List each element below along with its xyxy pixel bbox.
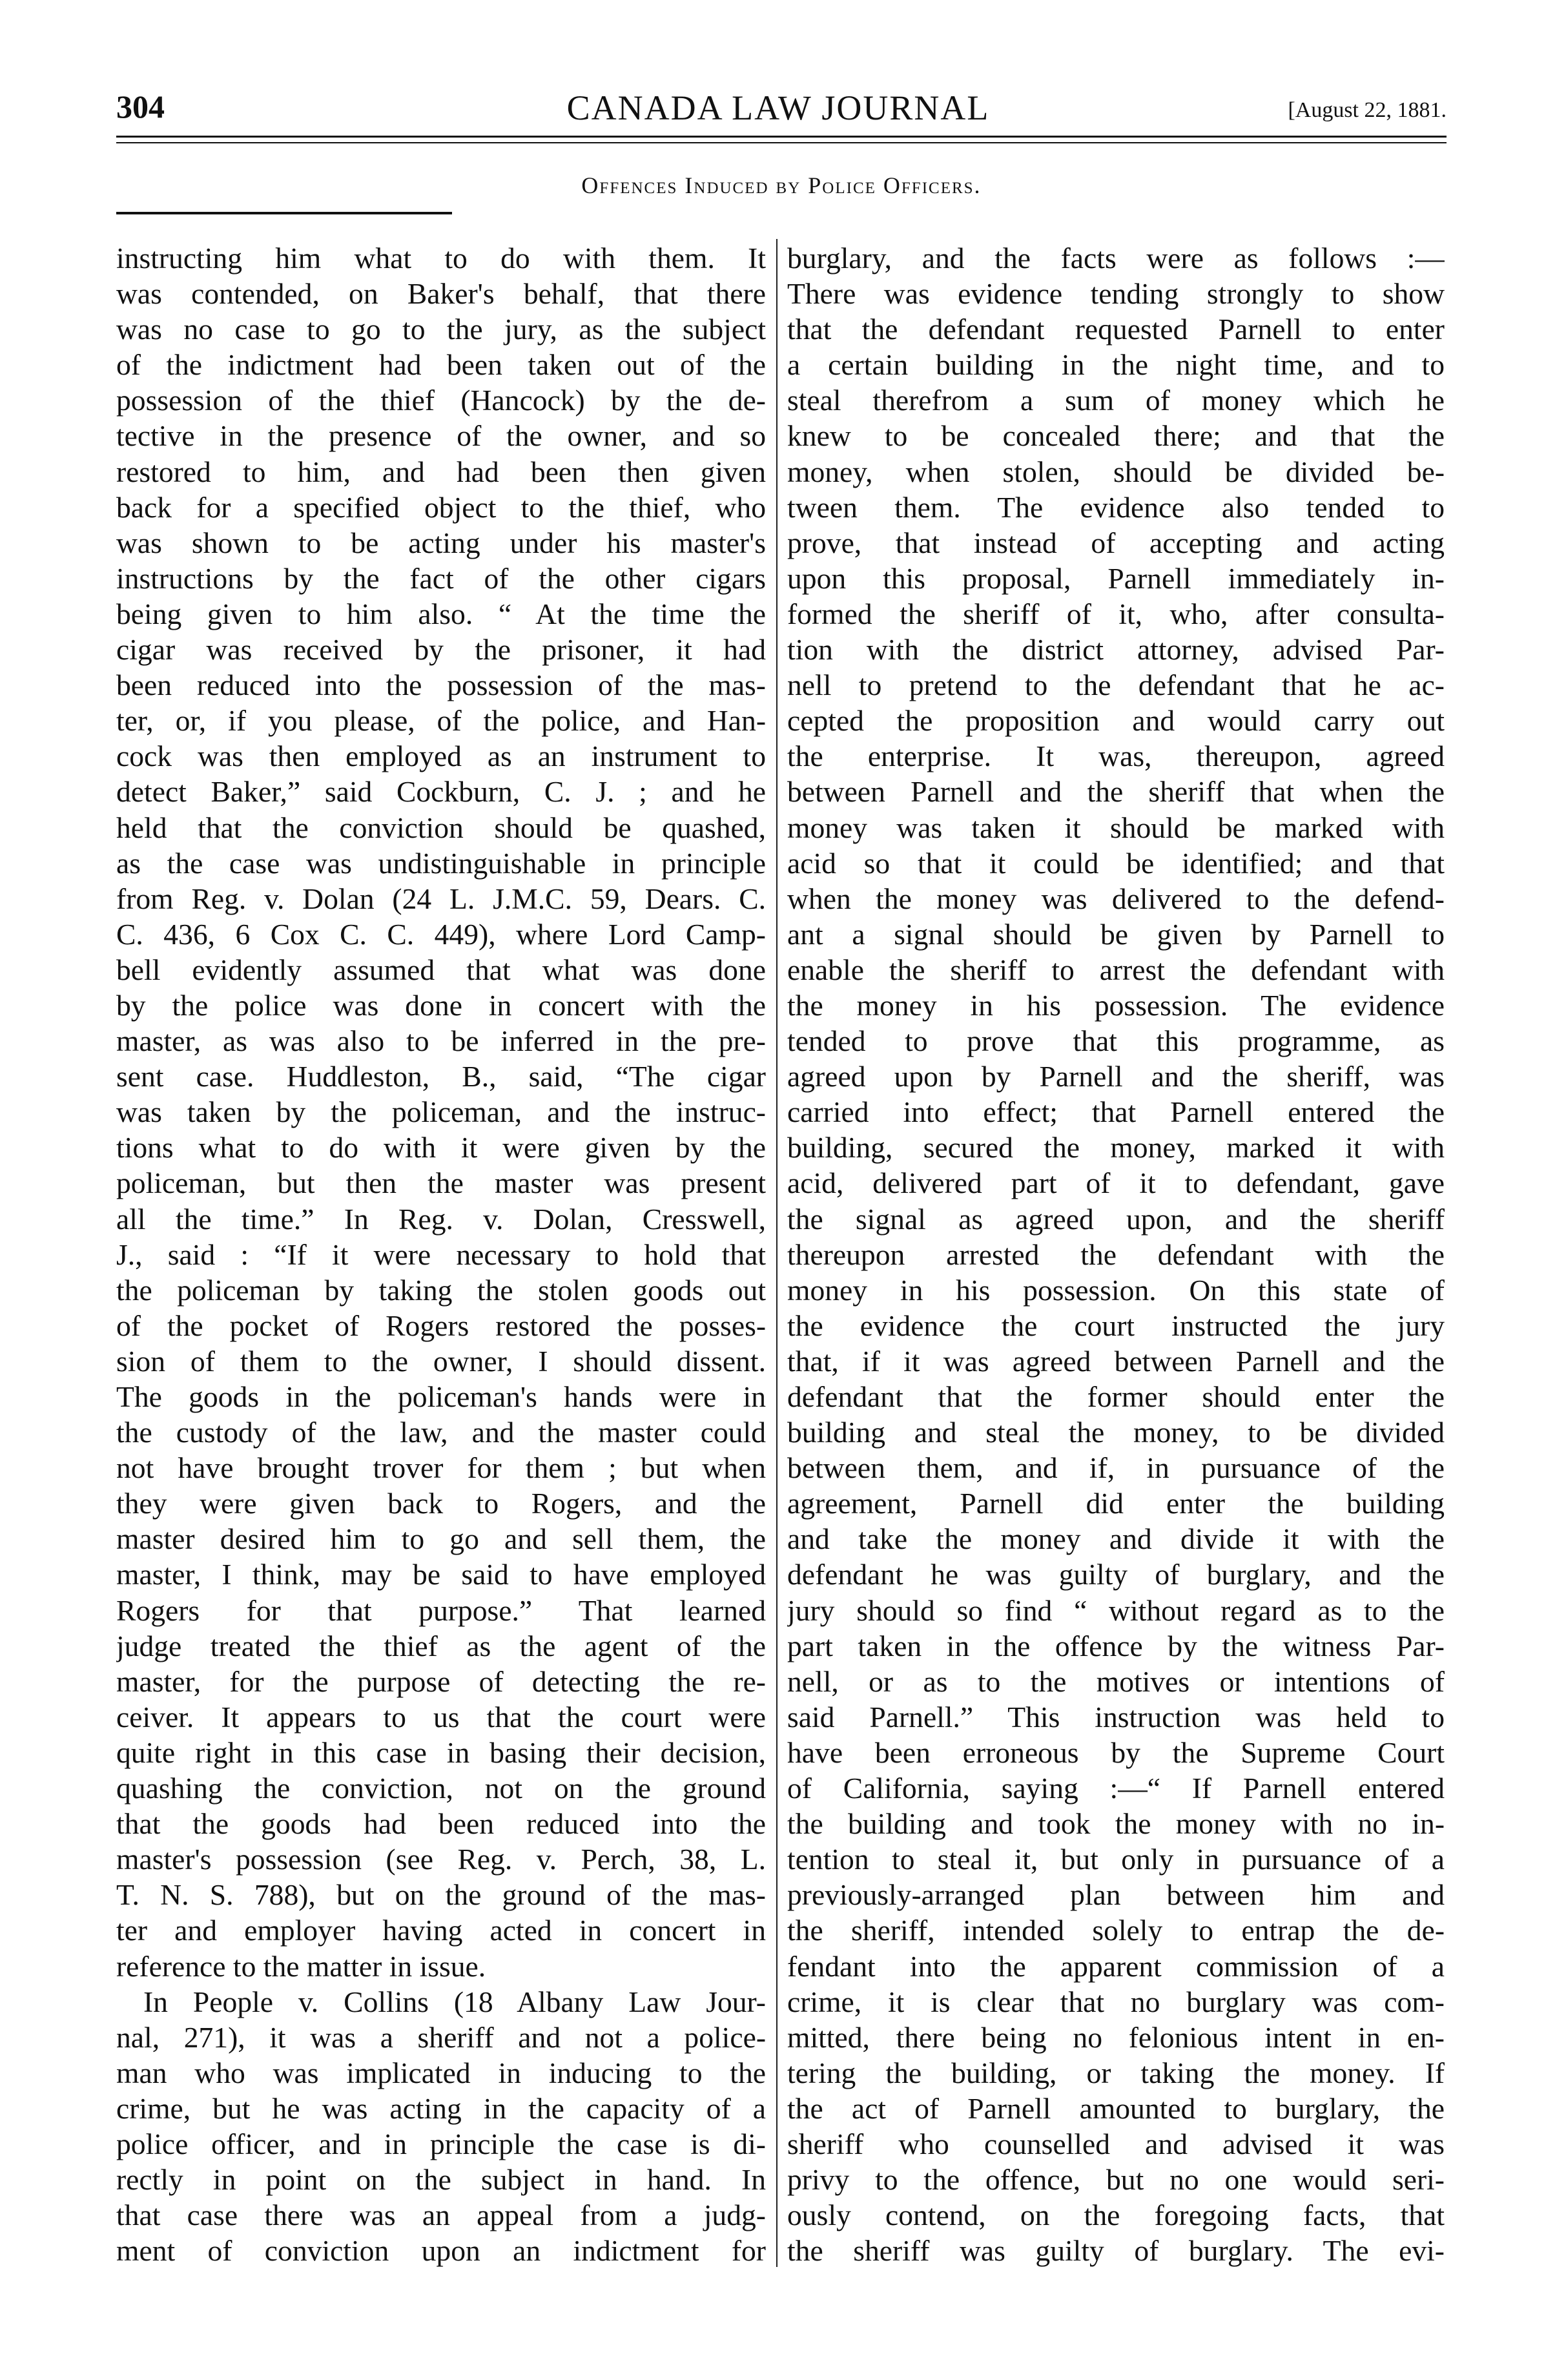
text-line: tering the building, or taking the money. If	[787, 2056, 1445, 2089]
text-line: the building and took the money with no in-	[787, 1807, 1445, 1841]
text-line: money in his possession. On this state of	[787, 1273, 1445, 1307]
text-line: master, I think, may be said to have employed	[116, 1558, 766, 1591]
text-line: judge treated the thief as the agent of the	[116, 1629, 766, 1662]
text-line: tions what to do with it were given by the	[116, 1131, 766, 1164]
text-line: steal therefrom a sum of money which he	[787, 384, 1445, 417]
text-line: as the case was undistinguishable in principle	[116, 846, 766, 880]
text-line: detect Baker,” said Cockburn, C. J. ; and he	[116, 775, 766, 809]
text-line: instructing him what to do with them. It	[116, 242, 766, 274]
text-line: cigar was received by the prisoner, it had	[116, 633, 766, 667]
text-line: a certain building in the night time, and to	[787, 348, 1445, 382]
text-line: not have brought trover for them ; but when	[116, 1451, 766, 1485]
text-line: possession of the thief (Hancock) by the de-	[116, 384, 766, 417]
text-line: building and steal the money, to be divided	[787, 1416, 1445, 1449]
text-line: money, when stolen, should be divided be-	[787, 455, 1445, 488]
text-line: agreed upon by Parnell and the sheriff, was	[787, 1060, 1445, 1093]
text-line: T. N. S. 788), but on the ground of the mas-	[116, 1878, 766, 1912]
text-line: when the money was delivered to the defend-	[787, 882, 1445, 915]
text-line: Rogers for that purpose.” That learned	[116, 1593, 766, 1627]
text-line: quashing the conviction, not on the ground	[116, 1772, 766, 1805]
left-column	[116, 240, 766, 2268]
text-line: that case there was an appeal from a judg-	[116, 2199, 766, 2232]
text-line: prove, that instead of accepting and acting	[787, 526, 1445, 559]
text-line: been reduced into the possession of the mas-	[116, 668, 766, 702]
text-line: thereupon arrested the defendant with the	[787, 1237, 1445, 1271]
text-line: The goods in the policeman's hands were in	[116, 1380, 766, 1413]
text-line: that the goods had been reduced into the	[116, 1807, 766, 1841]
text-line: building, secured the money, marked it with	[787, 1131, 1445, 1164]
header-rule-thin	[116, 142, 1447, 143]
text-line: the signal as agreed upon, and the sheriff	[787, 1202, 1445, 1236]
text-line: police officer, and in principle the case is di-	[116, 2127, 766, 2160]
text-line: carried into effect; that Parnell entered the	[787, 1095, 1445, 1129]
text-line: of the pocket of Rogers restored the posses-	[116, 1309, 766, 1342]
text-line: knew to be concealed there; and that the	[787, 419, 1445, 453]
text-line: tective in the presence of the owner, and so	[116, 419, 766, 453]
text-line: C. 436, 6 Cox C. C. 449), where Lord Camp-	[116, 917, 766, 951]
text-line: master's possession (see Reg. v. Perch, 38, L.	[116, 1843, 766, 1876]
text-line: ant a signal should be given by Parnell to	[787, 917, 1445, 951]
text-line: sion of them to the owner, I should dissent.	[116, 1344, 766, 1378]
text-line: defendant that the former should enter the	[787, 1380, 1445, 1413]
text-line: agreement, Parnell did enter the building	[787, 1487, 1445, 1520]
text-line: restored to him, and had been then given	[116, 455, 766, 488]
text-line: the evidence the court instructed the jury	[787, 1309, 1445, 1342]
text-line: acid so that it could be identified; and that	[787, 846, 1445, 880]
text-line: all the time.” In Reg. v. Dolan, Cresswell,	[116, 1202, 766, 1236]
text-line: bell evidently assumed that what was done	[116, 953, 766, 986]
text-line: tion with the district attorney, advised Par-	[787, 633, 1445, 667]
text-line: was taken by the policeman, and the instruc-	[116, 1095, 766, 1129]
text-line: tween them. The evidence also tended to	[787, 490, 1445, 524]
text-line: said Parnell.” This instruction was held to	[787, 1700, 1445, 1733]
text-line: that the defendant requested Parnell to enter	[787, 313, 1445, 346]
text-line: defendant he was guilty of burglary, and the	[787, 1558, 1445, 1591]
text-line: formed the sheriff of it, who, after consulta-	[787, 597, 1445, 630]
text-line: and take the money and divide it with the	[787, 1522, 1445, 1556]
text-line: master desired him to go and sell them, the	[116, 1522, 766, 1556]
text-line: man who was implicated in inducing to the	[116, 2056, 766, 2089]
text-line: crime, it is clear that no burglary was com-	[787, 1985, 1445, 2018]
text-line: held that the conviction should be quashed,	[116, 811, 766, 844]
text-line: mitted, there being no felonious intent in en-	[787, 2020, 1445, 2054]
text-line: part taken in the offence by the witness Par-	[787, 1629, 1445, 1662]
text-line: from Reg. v. Dolan (24 L. J.M.C. 59, Dears. C.	[116, 882, 766, 915]
text-line: between them, and if, in pursuance of the	[787, 1451, 1445, 1485]
text-line: instructions by the fact of the other cigars	[116, 561, 766, 595]
text-line: master, as was also to be inferred in the pre-	[116, 1024, 766, 1058]
page-header	[110, 85, 1447, 130]
text-line: In People v. Collins (18 Albany Law Jour-	[143, 1985, 766, 2018]
journal-title: CANADA LAW JOURNAL	[566, 88, 990, 127]
text-line: crime, but he was acting in the capacity of a	[116, 2091, 766, 2125]
text-line: sheriff who counselled and advised it was	[787, 2127, 1445, 2160]
text-line: cock was then employed as an instrument to	[116, 740, 766, 773]
text-line: quite right in this case in basing their decision,	[116, 1735, 766, 1769]
text-line: was contended, on Baker's behalf, that there	[116, 277, 766, 311]
text-line: they were given back to Rogers, and the	[116, 1487, 766, 1520]
text-line: being given to him also. “ At the time the	[116, 597, 766, 630]
text-line: the policeman by taking the stolen goods out	[116, 1273, 766, 1307]
text-line: acid, delivered part of it to defendant, gave	[787, 1166, 1445, 1200]
running-title: Offences Induced by Police Officers.	[581, 172, 982, 198]
text-line: privy to the offence, but no one would seri-	[787, 2163, 1445, 2197]
text-line: the custody of the law, and the master could	[116, 1416, 766, 1449]
text-line: ceiver. It appears to us that the court were	[116, 1700, 766, 1733]
text-line: the sheriff was guilty of burglary. The evi-	[787, 2234, 1445, 2268]
section-rule	[116, 212, 452, 214]
text-line: ment of conviction upon an indictment for	[116, 2234, 766, 2268]
text-line: the money in his possession. The evidence	[787, 988, 1445, 1022]
text-line: was no case to go to the jury, as the subject	[116, 313, 766, 346]
text-line: sent case. Huddleston, B., said, “The cigar	[116, 1060, 766, 1093]
issue-date: [August 22, 1881.	[1288, 98, 1447, 122]
text-line: nell to pretend to the defendant that he ac-	[787, 668, 1445, 702]
text-line: nell, or as to the motives or intentions of	[787, 1664, 1445, 1698]
column-divider	[776, 239, 778, 2267]
text-line: tention to steal it, but only in pursuance of a	[787, 1843, 1445, 1876]
text-line: of California, saying :—“ If Parnell entered	[787, 1772, 1445, 1805]
text-line: previously-arranged plan between him and	[787, 1878, 1445, 1912]
header-rule	[116, 136, 1447, 138]
text-line: money was taken it should be marked with	[787, 811, 1445, 844]
text-line: J., said : “If it were necessary to hold that	[116, 1237, 766, 1271]
text-line: ter and employer having acted in concert in	[116, 1914, 766, 1947]
text-line: enable the sheriff to arrest the defendant with	[787, 953, 1445, 986]
text-line: the act of Parnell amounted to burglary, the	[787, 2091, 1445, 2125]
text-line: reference to the matter in issue.	[116, 1949, 486, 1983]
text-line: that, if it was agreed between Parnell and the	[787, 1344, 1445, 1378]
text-line: nal, 271), it was a sheriff and not a police-	[116, 2020, 766, 2054]
text-line: have been erroneous by the Supreme Court	[787, 1735, 1445, 1769]
text-line: cepted the proposition and would carry out	[787, 704, 1445, 738]
page-number: 304	[116, 88, 165, 125]
text-line: the enterprise. It was, thereupon, agreed	[787, 740, 1445, 773]
text-line: by the police was done in concert with the	[116, 988, 766, 1022]
text-line: burglary, and the facts were as follows :—	[787, 242, 1445, 274]
text-line: back for a specified object to the thief, who	[116, 490, 766, 524]
text-line: upon this proposal, Parnell immediately in-	[787, 561, 1445, 595]
text-line: rectly in point on the subject in hand. In	[116, 2163, 766, 2197]
text-line: the sheriff, intended solely to entrap the de-	[787, 1914, 1445, 1947]
text-line: of the indictment had been taken out of the	[116, 348, 766, 382]
text-line: between Parnell and the sheriff that when the	[787, 775, 1445, 809]
text-line: master, for the purpose of detecting the re-	[116, 1664, 766, 1698]
text-line: was shown to be acting under his master's	[116, 526, 766, 559]
text-line: jury should so find “ without regard as to the	[787, 1593, 1445, 1627]
text-line: ter, or, if you please, of the police, and Han-	[116, 704, 766, 738]
text-line: policeman, but then the master was present	[116, 1166, 766, 1200]
text-line: ously contend, on the foregoing facts, that	[787, 2199, 1445, 2232]
text-line: There was evidence tending strongly to show	[787, 277, 1445, 311]
text-line: tended to prove that this programme, as	[787, 1024, 1445, 1058]
text-line: fendant into the apparent commission of a	[787, 1949, 1445, 1983]
right-column	[787, 240, 1445, 2268]
